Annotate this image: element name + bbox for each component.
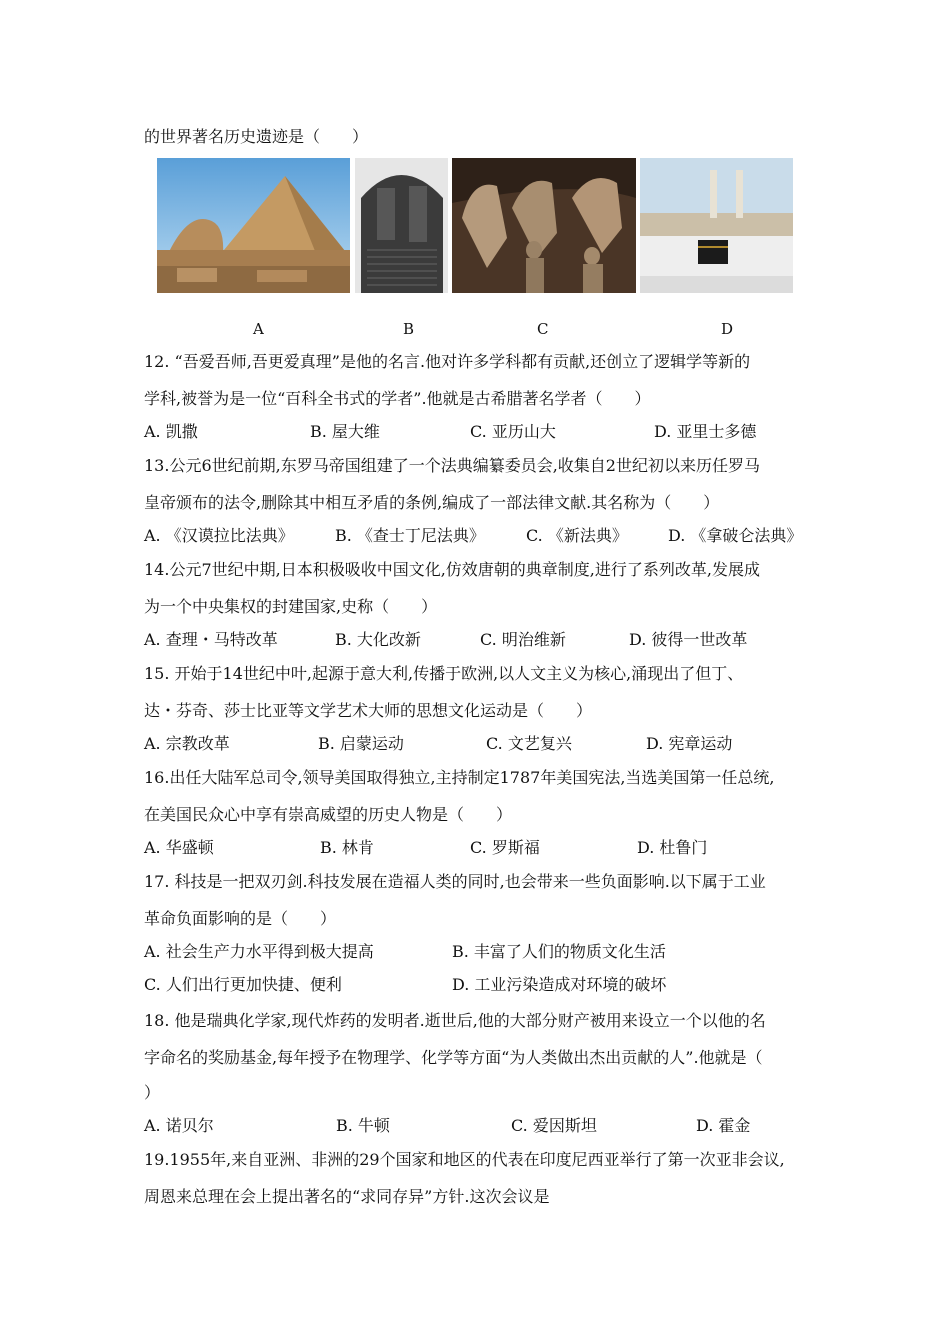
option: A. 凯撒	[144, 422, 198, 441]
question-line: 19.1955年,来自亚洲、非洲的29个国家和地区的代表在印度尼西亚举行了第一次亚非会议,	[144, 1150, 785, 1169]
option: D. 《拿破仑法典》	[668, 526, 803, 545]
question-line: 15. 开始于14世纪中叶,起源于意大利,传播于欧洲,以人文主义为核心,涌现出了但丁、	[144, 664, 744, 683]
option: B. 启蒙运动	[318, 734, 404, 753]
question-line: 17. 科技是一把双刃剑.科技发展在造福人类的同时,也会带来一些负面影响.以下属于工业	[144, 872, 766, 891]
option: B. 屋大维	[310, 422, 380, 441]
option: D. 亚里士多德	[654, 422, 757, 441]
question-line: 字命名的奖励基金,每年授予在物理学、化学等方面“为人类做出杰出贡献的人”.他就是（	[144, 1048, 763, 1067]
option: C. 文艺复兴	[486, 734, 572, 753]
question-line: 在美国民众心中享有崇高威望的历史人物是（ ）	[144, 805, 513, 824]
question-line: 革命负面影响的是（ ）	[144, 909, 337, 928]
option: B. 大化改新	[335, 630, 421, 649]
option: C. 罗斯福	[470, 838, 540, 857]
option: D. 杜鲁门	[637, 838, 708, 857]
option: A. 查理・马特改革	[144, 630, 278, 649]
option: C. 明治维新	[480, 630, 566, 649]
question-line: 皇帝颁布的法令,删除其中相互矛盾的条例,编成了一部法律文献.其名称为（ ）	[144, 493, 720, 512]
image-label-c: C	[537, 320, 549, 338]
question-line: 13.公元6世纪前期,东罗马帝国组建了一个法典编纂委员会,收集自2世纪初以来历任罗马	[144, 456, 760, 475]
option: A. 诺贝尔	[144, 1116, 214, 1135]
option: A. 《汉谟拉比法典》	[144, 526, 294, 545]
question-line: 12. “吾爱吾师,吾更爱真理”是他的名言.他对许多学科都有贡献,还创立了逻辑学等新的	[144, 352, 751, 371]
question-line: 学科,被誉为是一位“百科全书式的学者”.他就是古希腊著名学者（ ）	[144, 389, 651, 408]
option: A. 宗教改革	[144, 734, 230, 753]
option: A. 社会生产力水平得到极大提高	[144, 942, 374, 961]
option: D. 彼得一世改革	[629, 630, 748, 649]
question-line: 16.出任大陆军总司令,领导美国取得独立,主持制定1787年美国宪法,当选美国第一任总统,	[144, 768, 775, 787]
hammurabi-stele-photo	[355, 158, 448, 293]
option: C. 人们出行更加快捷、便利	[144, 975, 342, 994]
option: B. 丰富了人们的物质文化生活	[452, 942, 666, 961]
question-line: 周恩来总理在会上提出著名的“求同存异”方针.这次会议是	[144, 1187, 550, 1206]
question-line: ）	[144, 1083, 161, 1102]
mecca-kaaba-photo	[640, 158, 793, 293]
sphinx-pyramid-photo	[157, 158, 350, 293]
question-line: 达・芬奇、莎士比亚等文学艺术大师的思想文化运动是（ ）	[144, 701, 593, 720]
option: C. 亚历山大	[470, 422, 556, 441]
option: A. 华盛顿	[144, 838, 214, 857]
option: D. 工业污染造成对环境的破坏	[452, 975, 667, 994]
option: D. 宪章运动	[646, 734, 733, 753]
option: D. 霍金	[696, 1116, 751, 1135]
question-line: 为一个中央集权的封建国家,史称（ ）	[144, 597, 438, 616]
question-line: 18. 他是瑞典化学家,现代炸药的发明者.逝世后,他的大部分财产被用来设立一个以他的名	[144, 1011, 766, 1030]
question-line: 14.公元7世纪中期,日本积极吸收中国文化,仿效唐朝的典章制度,进行了系列改革,发展成	[144, 560, 760, 579]
image-label-d: D	[721, 320, 734, 338]
option: B. 牛顿	[336, 1116, 390, 1135]
terracotta-army-photo	[452, 158, 636, 293]
image-label-a: A	[253, 320, 264, 338]
image-label-b: B	[403, 320, 415, 338]
option: B. 林肯	[320, 838, 374, 857]
option: C. 《新法典》	[526, 526, 628, 545]
option: B. 《查士丁尼法典》	[335, 526, 485, 545]
option: C. 爱因斯坦	[511, 1116, 597, 1135]
question-stem-line: 的世界著名历史遗迹是（ ）	[144, 127, 369, 146]
